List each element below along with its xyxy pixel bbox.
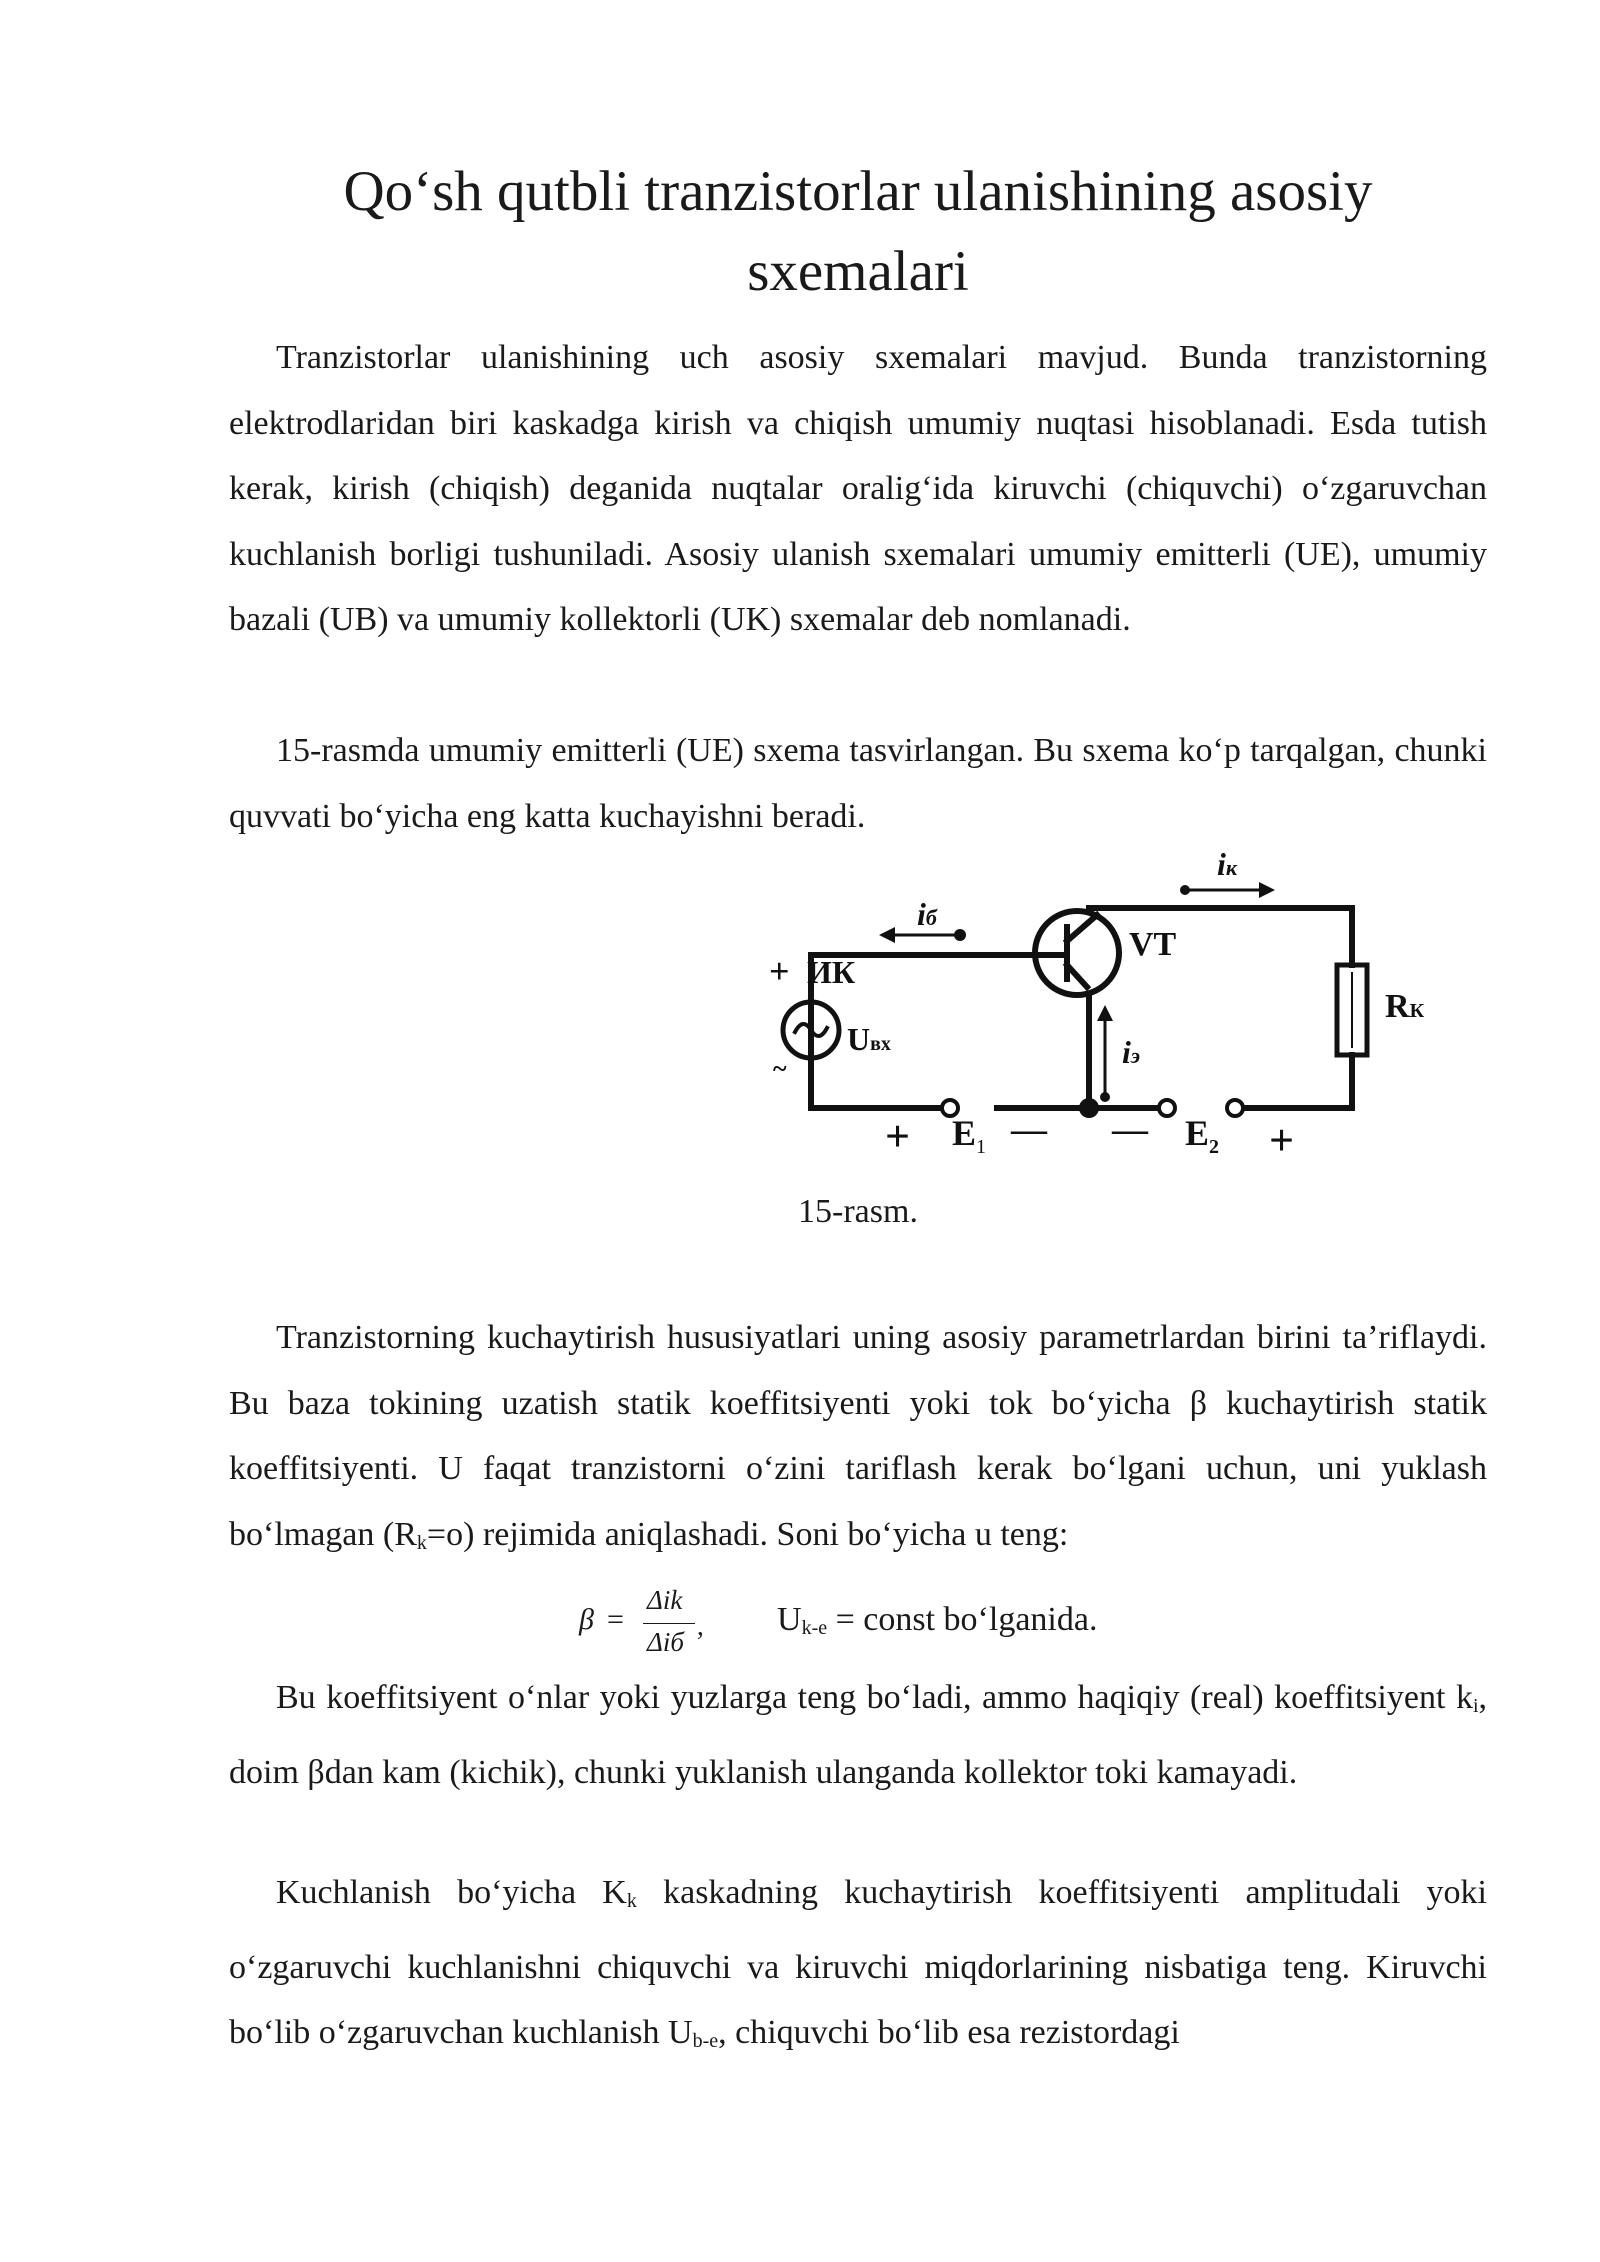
ik-label: iк — [1217, 846, 1238, 882]
source-minus-label: ~ — [773, 1054, 787, 1083]
source-plus-label: + — [769, 951, 790, 991]
e2-terminal — [1227, 1100, 1243, 1116]
formula-equals: = — [607, 1603, 624, 1636]
e2-minus-label: — — [1112, 1109, 1148, 1149]
e2-label: $E_2$ — [1185, 1113, 1220, 1158]
ik-arrow-head — [1259, 882, 1275, 898]
transistor-collector-lead — [1067, 915, 1097, 941]
figure-caption: 15-rasm. — [798, 1193, 918, 1230]
vt-label: VT — [1129, 926, 1177, 963]
formula-beta: β — [579, 1603, 594, 1636]
e2-plus-label: + — [1269, 1116, 1295, 1165]
paragraph-intro: Tranzistorlar ulanishining uch asosiy sxemalari mavjud. Bunda tranzistorning elektrodlaridan biri kaskadga kirish va chiqish umumiy nuqtasi hisoblanadi. Esda tutish kerak, kirish (chiqish) deganida nuqtalar oralig‘ida kiruvchi (chiquvchi) o‘zgaruvchan kuchlanish borligi tushuniladi. Asosiy ulanish sxemalari umumiy emitterli (UE), umumiy bazali (UB) va umumiy kollektorli (UK) sxemalar deb nomlanadi. — [229, 339, 1487, 638]
ib-arrow-head — [879, 927, 895, 943]
title-line-2: sxemalari — [747, 240, 969, 303]
ie-dot — [1100, 1092, 1110, 1102]
e1-plus-label: + — [885, 1112, 911, 1161]
e1-minus-label: — — [1011, 1109, 1047, 1149]
ib-dot — [954, 929, 966, 941]
e1-label: $E_1$ — [952, 1113, 987, 1158]
source-name-label: ИК — [807, 954, 856, 990]
paragraph-real-coefficient: Bu koeffitsiyent o‘nlar yoki yuzlarga teng bo‘ladi, ammo haqiqiy (real) koeffitsiyent $k_i$, doim βdan kam (kichik), chunki yuklanish ulanganda kollektor toki kamayadi. — [229, 1679, 1487, 1791]
page-title — [229, 152, 1487, 312]
emitter-junction-dot — [1079, 1098, 1099, 1118]
bottom-left-wire — [811, 1095, 942, 1108]
ue-circuit-diagram — [767, 845, 1487, 1175]
formula-numerator: Δik — [647, 1585, 683, 1615]
paragraph-figure-intro: 15-rasmda umumiy emitterli (UE) sxema tasvirlangan. Bu sxema ko‘p tarqalgan, chunki quvvati bo‘yicha eng katta kuchayishni beradi. — [229, 732, 1487, 835]
formula-denominator: Δiб — [647, 1627, 684, 1657]
uvx-label: Uвх — [847, 1021, 891, 1057]
rk-label: RК — [1385, 988, 1425, 1025]
ib-label: iб — [917, 896, 937, 932]
formula-comma: , — [697, 1611, 704, 1641]
formula-fraction-bar — [643, 1623, 695, 1624]
paragraph-beta-definition: Tranzistorning kuchaytirish hususiyatlari uning asosiy parametrlardan birini ta’riflaydi. Bu baza tokining uzatish statik koeffitsiyenti yoki tok bo‘yicha β kuchaytirish statik koeffitsiyenti. U faqat tranzistorni o‘zini tariflash kerak bo‘lgani uchun, uni yuklash bo‘lmagan $(R_k=o)$ rejimida aniqlashadi. Soni bo‘yicha u teng: — [229, 1319, 1487, 1554]
title-line-1: Qo‘sh qutbli tranzistorlar ulanishining asosiy — [343, 160, 1373, 223]
ie-arrow-head — [1097, 1005, 1113, 1021]
formula-condition: $U_{k-e}$ = const bo‘lganida. — [777, 1601, 1098, 1639]
ik-dot — [1180, 885, 1190, 895]
e1-minus-terminal — [1159, 1100, 1175, 1116]
document-page — [229, 0, 1487, 2262]
ie-label: iэ — [1122, 1034, 1141, 1070]
rk-bottom-wire — [1237, 1055, 1352, 1108]
beta-formula — [579, 1585, 1279, 1665]
paragraph-voltage-gain: Kuchlanish bo‘yicha $K_k$ kaskadning kuchaytirish koeffitsiyenti amplitudali yoki o‘zgaruvchi kuchlanishni chiquvchi va kiruvchi miqdorlarining nisbatiga teng. Kiruvchi bo‘lib o‘zgaruvchan kuchlanish $U_{b-e}$, chiquvchi bo‘lib esa rezistordagi — [229, 1874, 1487, 2052]
